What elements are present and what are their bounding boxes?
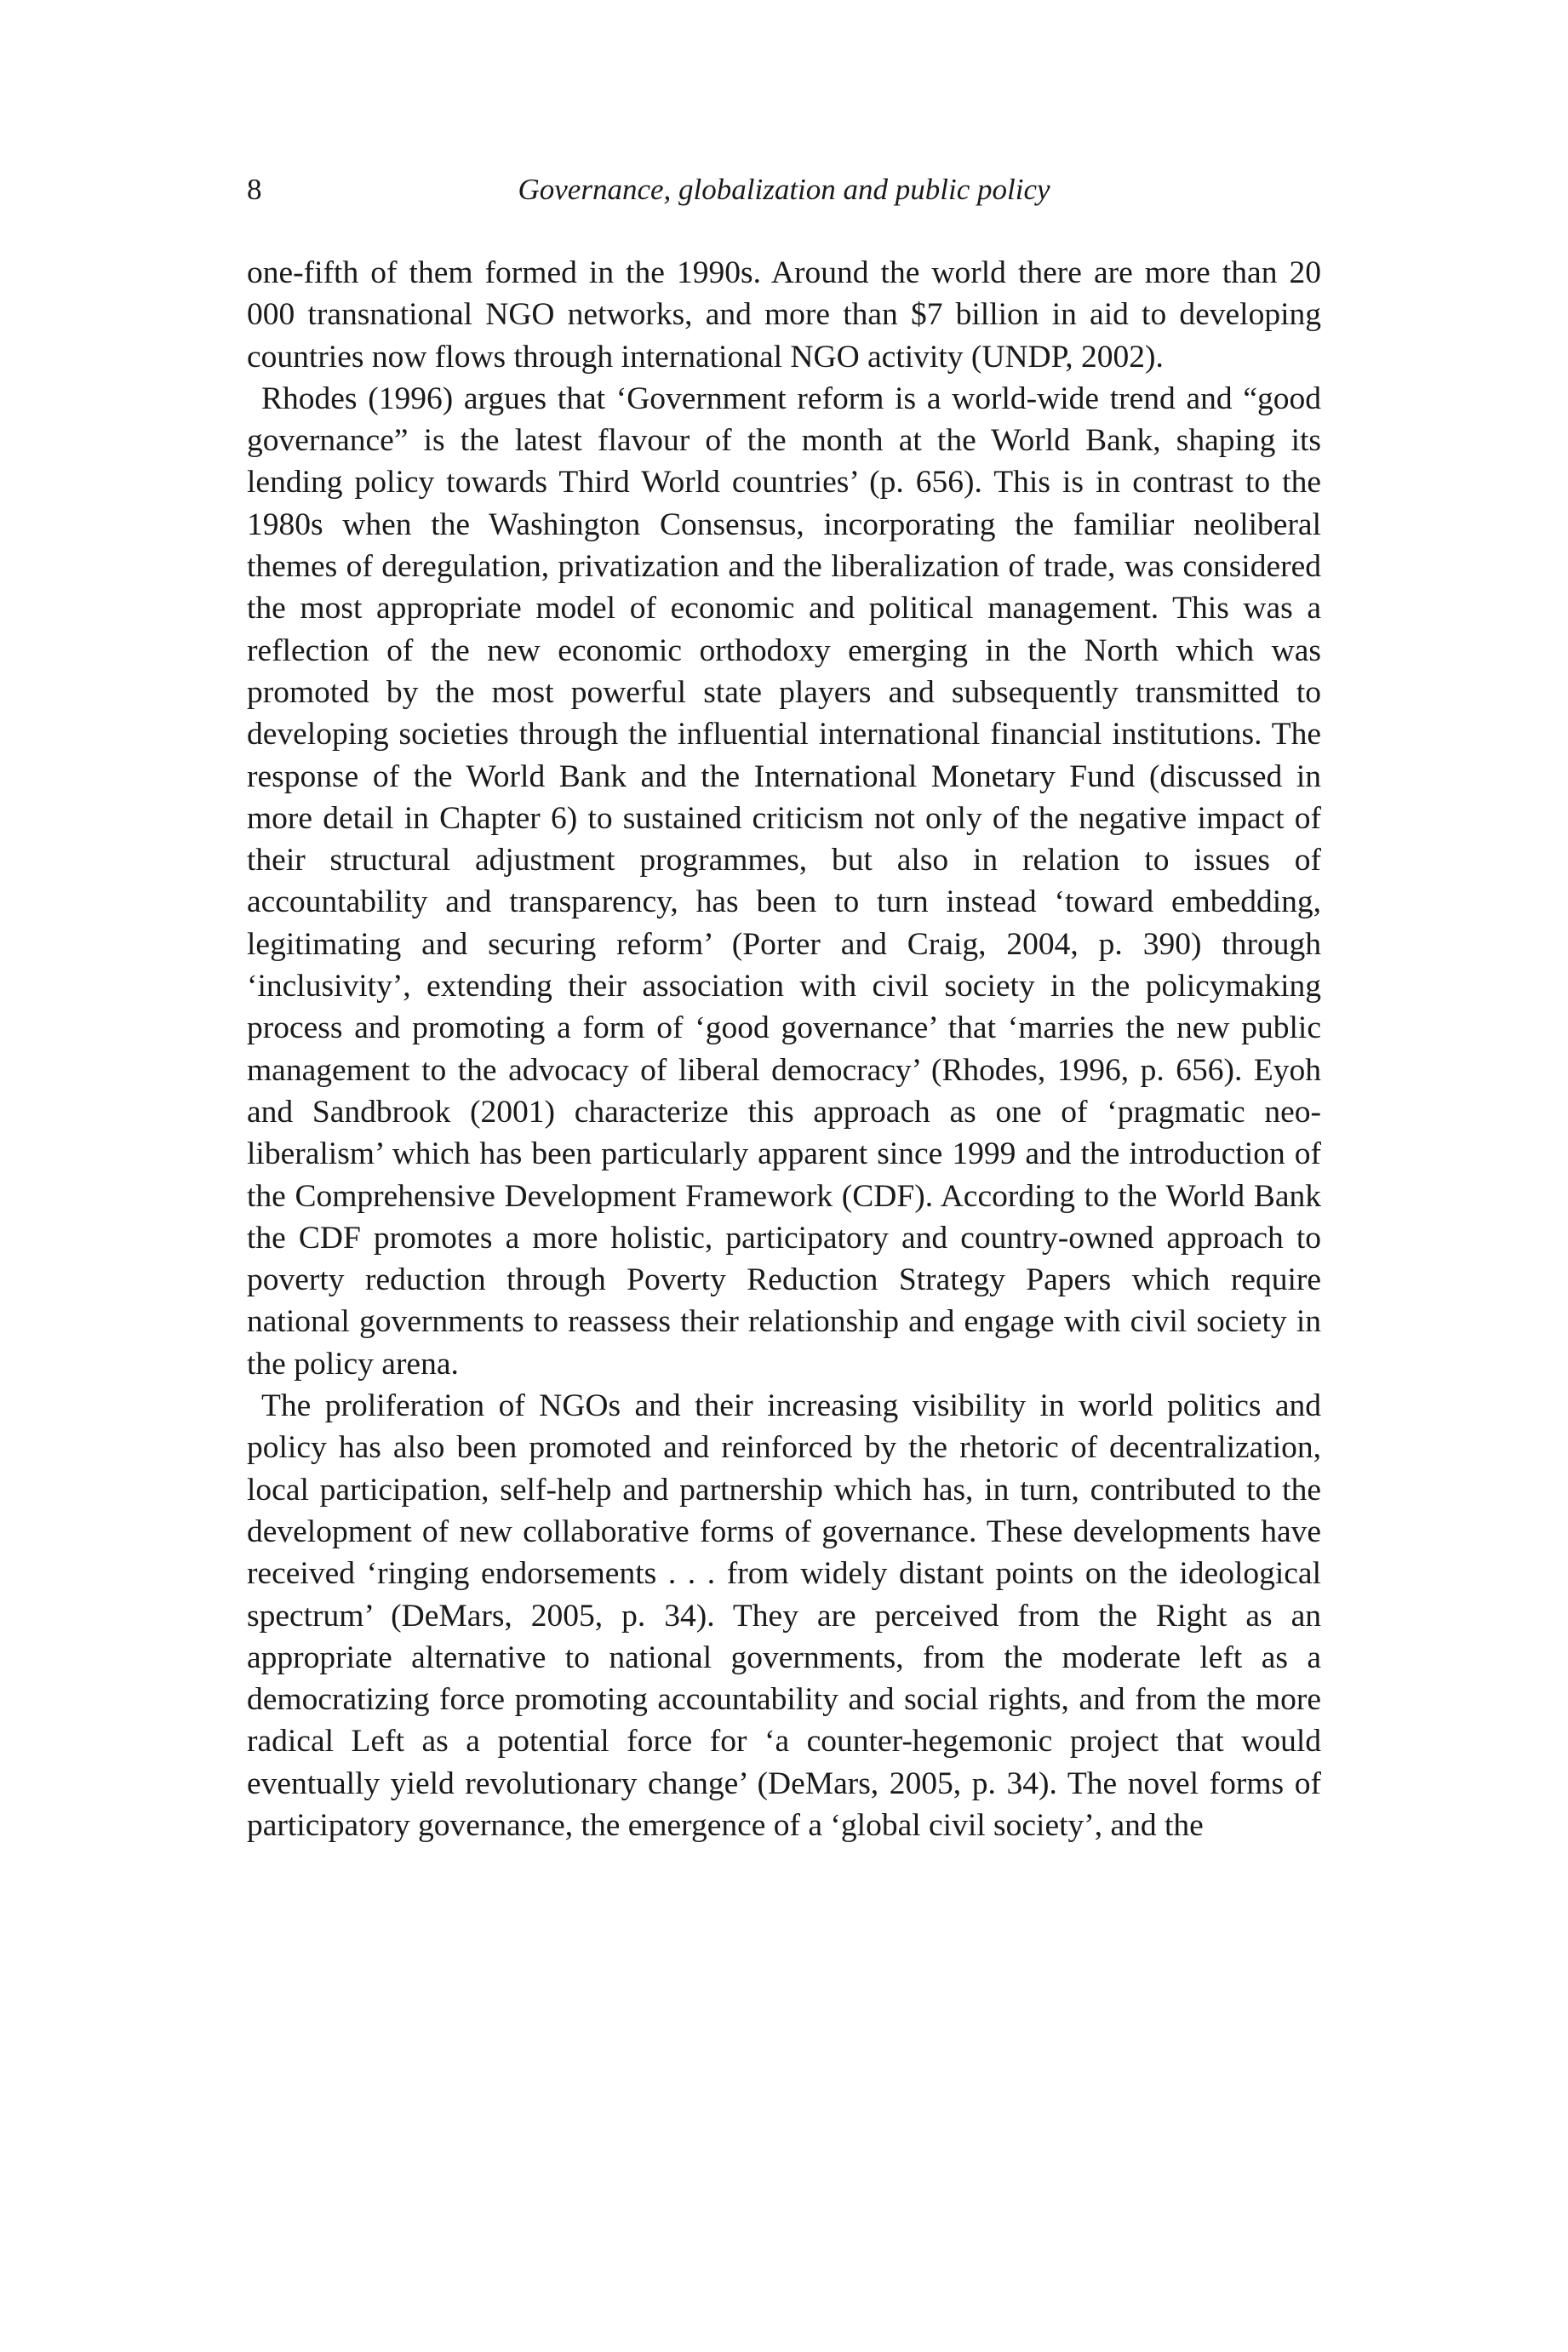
running-head — [247, 169, 1321, 211]
paragraph-ngo-proliferation: The proliferation of NGOs and their increasing visibility in world politics and policy has also been promoted and reinforced by the rhetoric of decentralization, local participation, self-help and partnership which has, in turn, contributed to the development of new collaborative forms of governance. These developments have received ‘ringing endorsements . . . from widely distant points on the ideological spectrum’ (DeMars, 2005, p. 34). They are perceived from the Right as an appropriate alternative to national governments, from the moderate left as a democratizing force promoting accountability and social rights, and from the more radical Left as a potential force for ‘a counter-hegemonic project that would eventually yield revolutionary change’ (DeMars, 2005, p. 34). The novel forms of participatory governance, the emergence of a ‘global civil society’, and the — [247, 1388, 1321, 1843]
running-title: Governance, globalization and public policy — [518, 173, 1050, 206]
body-text — [247, 252, 1321, 1846]
paragraph-continued: one-fifth of them formed in the 1990s. Around the world there are more than 20 000 transnational NGO networks, and more than $7 billion in aid to developing countries now flows through international NGO activity (UNDP, 2002). — [247, 255, 1321, 375]
paragraph-rhodes: Rhodes (1996) argues that ‘Government reform is a world-wide trend and “good governance” is the latest flavour of the month at the World Bank, shaping its lending policy towards Third World countries’ (p. 656). This is in contrast to the 1980s when the Washington Consensus, incorporating the familiar neoliberal themes of deregulation, privatization and the liberalization of trade, was considered the most appropriate model of economic and political management. This was a reflection of the new economic orthodoxy emerging in the North which was promoted by the most powerful state players and subsequently transmitted to developing societies through the influential international financial institutions. The response of the World Bank and the International Monetary Fund (discussed in more detail in Chapter 6) to sustained criticism not only of the negative impact of their structural adjustment programmes, but also in relation to issues of accountability and transparency, has been to turn instead ‘toward embedding, legitimating and securing reform’ (Porter and Craig, 2004, p. 390) through ‘inclusivity’, extending their association with civil society in the policymaking process and promoting a form of ‘good governance’ that ‘marries the new public management to the advocacy of liberal democracy’ (Rhodes, 1996, p. 656). Eyoh and Sandbrook (2001) characterize this approach as one of ‘pragmatic neo-liberalism’ which has been particularly apparent since 1999 and the introduction of the Comprehensive Development Framework (CDF). According to the World Bank the CDF promotes a more holistic, participatory and country-owned approach to poverty reduction through Poverty Reduction Strategy Papers which require national governments to reassess their relationship and engage with civil society in the policy arena. — [247, 381, 1321, 1382]
page-number: 8 — [247, 173, 262, 206]
